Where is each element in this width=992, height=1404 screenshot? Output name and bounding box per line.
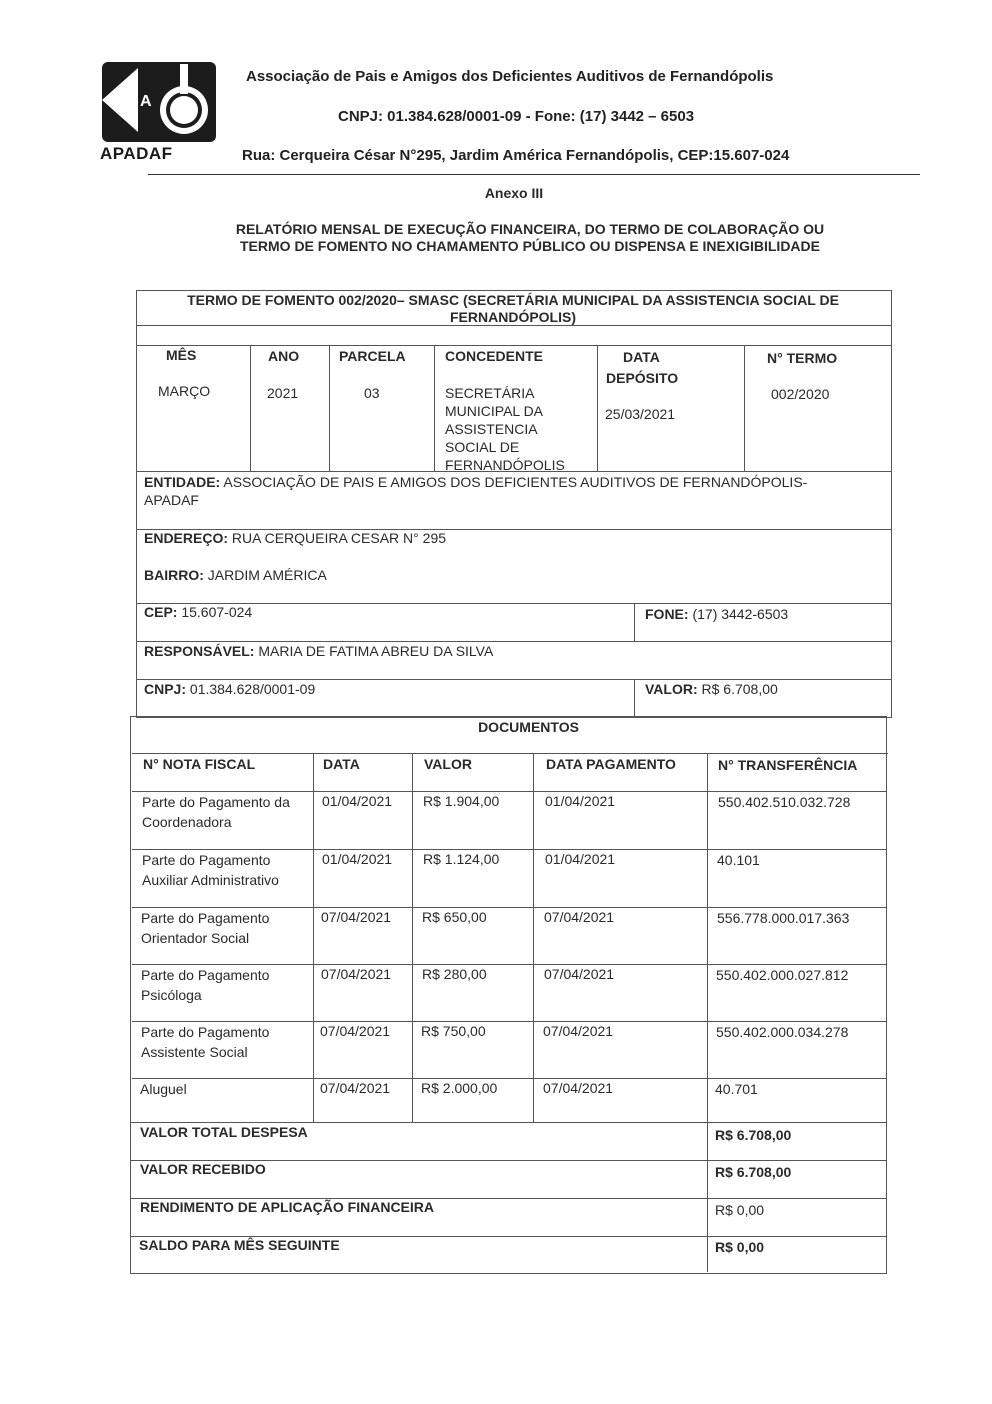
valor-recebido-label: VALOR RECEBIDO [140, 1161, 266, 1177]
term-title: TERMO DE FOMENTO 002/2020– SMASC (SECRETÁRIA MUNICIPAL DA ASSISTENCIA SOCIAL DE FERNANDÓPOLIS) [187, 292, 839, 325]
row-pagamento: 01/04/2021 [545, 851, 616, 867]
row-transferencia: 40.701 [715, 1081, 758, 1097]
col-valor: VALOR [424, 756, 472, 772]
fone-field: FONE: (17) 3442-6503 [645, 606, 789, 622]
cep-field: CEP: 15.607-024 [144, 604, 253, 620]
row-nota: Aluguel [140, 1081, 187, 1097]
annex-label: Anexo III [484, 185, 544, 201]
row-valor: R$ 650,00 [422, 909, 487, 925]
header-parcela: PARCELA [339, 348, 406, 364]
row-transferencia: 550.402.000.027.812 [716, 967, 849, 983]
header-data: DATA [623, 349, 660, 365]
row-transferencia: 556.778.000.017.363 [717, 910, 850, 926]
col-data-pagamento: DATA PAGAMENTO [546, 756, 676, 772]
value-concedente: SECRETÁRIA MUNICIPAL DA ASSISTENCIA SOCIAL DE FERNANDÓPOLIS [445, 385, 565, 473]
col-nota-fiscal: N° NOTA FISCAL [143, 756, 256, 772]
row-nota: Parte do Pagamento da Coordenadora [142, 794, 290, 830]
row-data: 01/04/2021 [322, 793, 393, 809]
row-valor: R$ 2.000,00 [421, 1080, 498, 1096]
row-data: 07/04/2021 [321, 909, 392, 925]
org-address: Rua: Cerqueira César N°295, Jardim América Fernandópolis, CEP:15.607-024 [242, 147, 790, 164]
row-pagamento: 07/04/2021 [544, 909, 615, 925]
row-nota: Parte do Pagamento Auxiliar Administrativo [142, 852, 279, 888]
row-valor: R$ 280,00 [422, 966, 487, 982]
row-data: 01/04/2021 [322, 851, 393, 867]
value-ano: 2021 [267, 385, 299, 401]
saldo-label: SALDO PARA MÊS SEGUINTE [139, 1237, 340, 1253]
valor-recebido-value: R$ 6.708,00 [715, 1164, 792, 1180]
header-deposito: DEPÓSITO [606, 370, 679, 386]
org-name: Associação de Pais e Amigos dos Deficientes Auditivos de Fernandópolis [246, 68, 774, 85]
responsavel-field: RESPONSÁVEL: MARIA DE FATIMA ABREU DA SILVA [144, 643, 494, 659]
row-data: 07/04/2021 [320, 1080, 391, 1096]
col-transferencia: N° TRANSFERÊNCIA [718, 757, 858, 773]
header-termo: N° TERMO [767, 350, 838, 366]
value-mes: MARÇO [158, 383, 211, 399]
value-data-deposito: 25/03/2021 [605, 406, 676, 422]
row-nota: Parte do Pagamento Orientador Social [141, 910, 270, 946]
documents-title: DOCUMENTOS [478, 719, 579, 735]
header-ano: ANO [268, 348, 300, 364]
entidade-field: ENTIDADE: ASSOCIAÇÃO DE PAIS E AMIGOS DOS DEFICIENTES AUDITIVOS DE FERNANDÓPOLIS- APADAF [144, 474, 808, 508]
col-data: DATA [323, 756, 360, 772]
org-cnpj-phone: CNPJ: 01.384.628/0001-09 - Fone: (17) 3442 – 6503 [338, 108, 695, 125]
svg-text:A: A [140, 93, 152, 110]
row-nota: Parte do Pagamento Psicóloga [141, 967, 270, 1003]
row-transferencia: 40.101 [717, 852, 760, 868]
row-data: 07/04/2021 [321, 966, 392, 982]
saldo-value: R$ 0,00 [715, 1239, 765, 1255]
row-pagamento: 07/04/2021 [544, 966, 615, 982]
valor-field: VALOR: R$ 6.708,00 [645, 681, 778, 697]
row-valor: R$ 1.904,00 [423, 793, 500, 809]
row-transferencia: 550.402.000.034.278 [716, 1024, 849, 1040]
row-transferencia: 550.402.510.032.728 [718, 794, 851, 810]
value-termo: 002/2020 [771, 386, 830, 402]
endereco-field: ENDEREÇO: RUA CERQUEIRA CESAR N° 295 [144, 530, 447, 546]
value-parcela: 03 [364, 385, 380, 401]
header-divider [148, 174, 920, 175]
row-pagamento: 07/04/2021 [543, 1080, 614, 1096]
total-despesa-label: VALOR TOTAL DESPESA [140, 1124, 308, 1140]
rendimento-label: RENDIMENTO DE APLICAÇÃO FINANCEIRA [140, 1199, 435, 1215]
report-title: RELATÓRIO MENSAL DE EXECUÇÃO FINANCEIRA, DO TERMO DE COLABORAÇÃO OU TERMO DE FOMENTO NO CHAMAMENTO PÚBLICO OU DISPENSA E INEXIGIBILIDADE [235, 221, 825, 254]
header-concedente: CONCEDENTE [445, 348, 544, 364]
row-valor: R$ 1.124,00 [423, 851, 500, 867]
logo-wordmark: APADAF [100, 144, 173, 163]
bairro-field: BAIRRO: JARDIM AMÉRICA [144, 567, 327, 583]
header-mes: MÊS [166, 347, 197, 363]
row-valor: R$ 750,00 [421, 1023, 486, 1039]
row-pagamento: 07/04/2021 [543, 1023, 614, 1039]
row-data: 07/04/2021 [320, 1023, 391, 1039]
rendimento-value: R$ 0,00 [715, 1202, 765, 1218]
row-nota: Parte do Pagamento Assistente Social [141, 1024, 270, 1060]
total-despesa-value: R$ 6.708,00 [715, 1127, 792, 1143]
cnpj-field: CNPJ: 01.384.628/0001-09 [144, 681, 316, 697]
row-pagamento: 01/04/2021 [545, 793, 616, 809]
